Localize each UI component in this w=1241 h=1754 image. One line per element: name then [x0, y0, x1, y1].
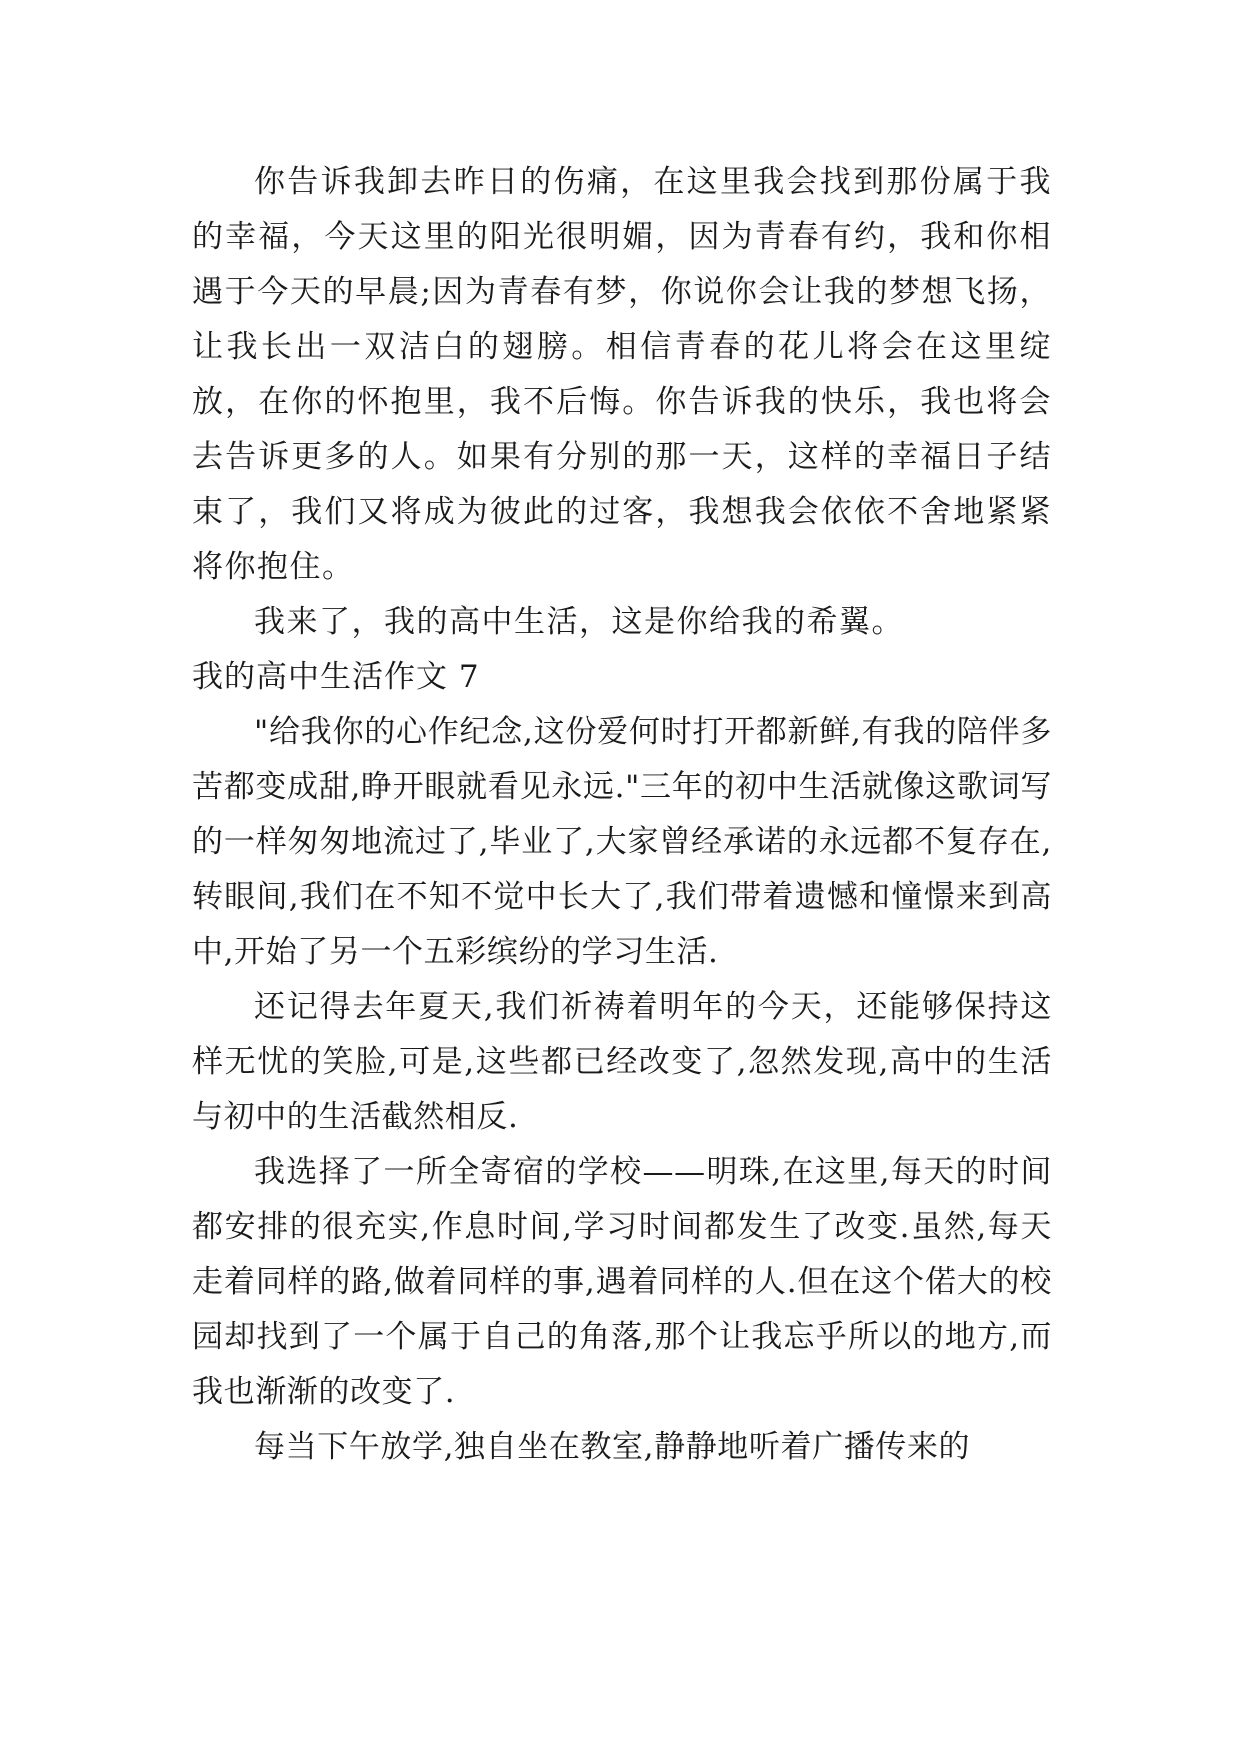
paragraph-youth-promise: 你告诉我卸去昨日的伤痛，在这里我会找到那份属于我的幸福，今天这里的阳光很明媚，因为青春有约，我和你相遇于今天的早晨;因为青春有梦，你说你会让我的梦想飞扬，让我长出一双洁白的翅膀。相信青春的花儿将会在这里绽放，在你的怀抱里，我不后悔。你告诉我的快乐，我也将会去告诉更多的人。如果有分别的那一天，这样的幸福日子结束了，我们又将成为彼此的过客，我想我会依依不舍地紧紧将你抱住。 — [192, 164, 1052, 585]
essay-heading: 我的高中生活作文 7 — [192, 659, 480, 695]
paragraph-i-came: 我来了，我的高中生活，这是你给我的希翼。 — [254, 604, 904, 640]
document-body — [192, 155, 1052, 1475]
paragraph-song-lyrics: "给我你的心作纪念,这份爱何时打开都新鲜,有我的陪伴多苦都变成甜,睁开眼就看见永远."三年的初中生活就像这歌词写的一样匆匆地流过了,毕业了,大家曾经承诺的永远都不复存在,转眼间,我们在不知不觉中长大了,我们带着遗憾和憧憬来到高中,开始了另一个五彩缤纷的学习生活. — [192, 714, 1052, 970]
paragraph-boarding-school: 我选择了一所全寄宿的学校——明珠,在这里,每天的时间都安排的很充实,作息时间,学习时间都发生了改变.虽然,每天走着同样的路,做着同样的事,遇着同样的人.但在这个偌大的校园却找到了一个属于自己的角落,那个让我忘乎所以的地方,而我也渐渐的改变了. — [192, 1154, 1052, 1410]
paragraph-after-school: 每当下午放学,独自坐在教室,静静地听着广播传来的 — [254, 1429, 971, 1465]
paragraph-last-summer: 还记得去年夏天,我们祈祷着明年的今天，还能够保持这样无忧的笑脸,可是,这些都已经改变了,忽然发现,高中的生活与初中的生活截然相反. — [192, 989, 1052, 1135]
